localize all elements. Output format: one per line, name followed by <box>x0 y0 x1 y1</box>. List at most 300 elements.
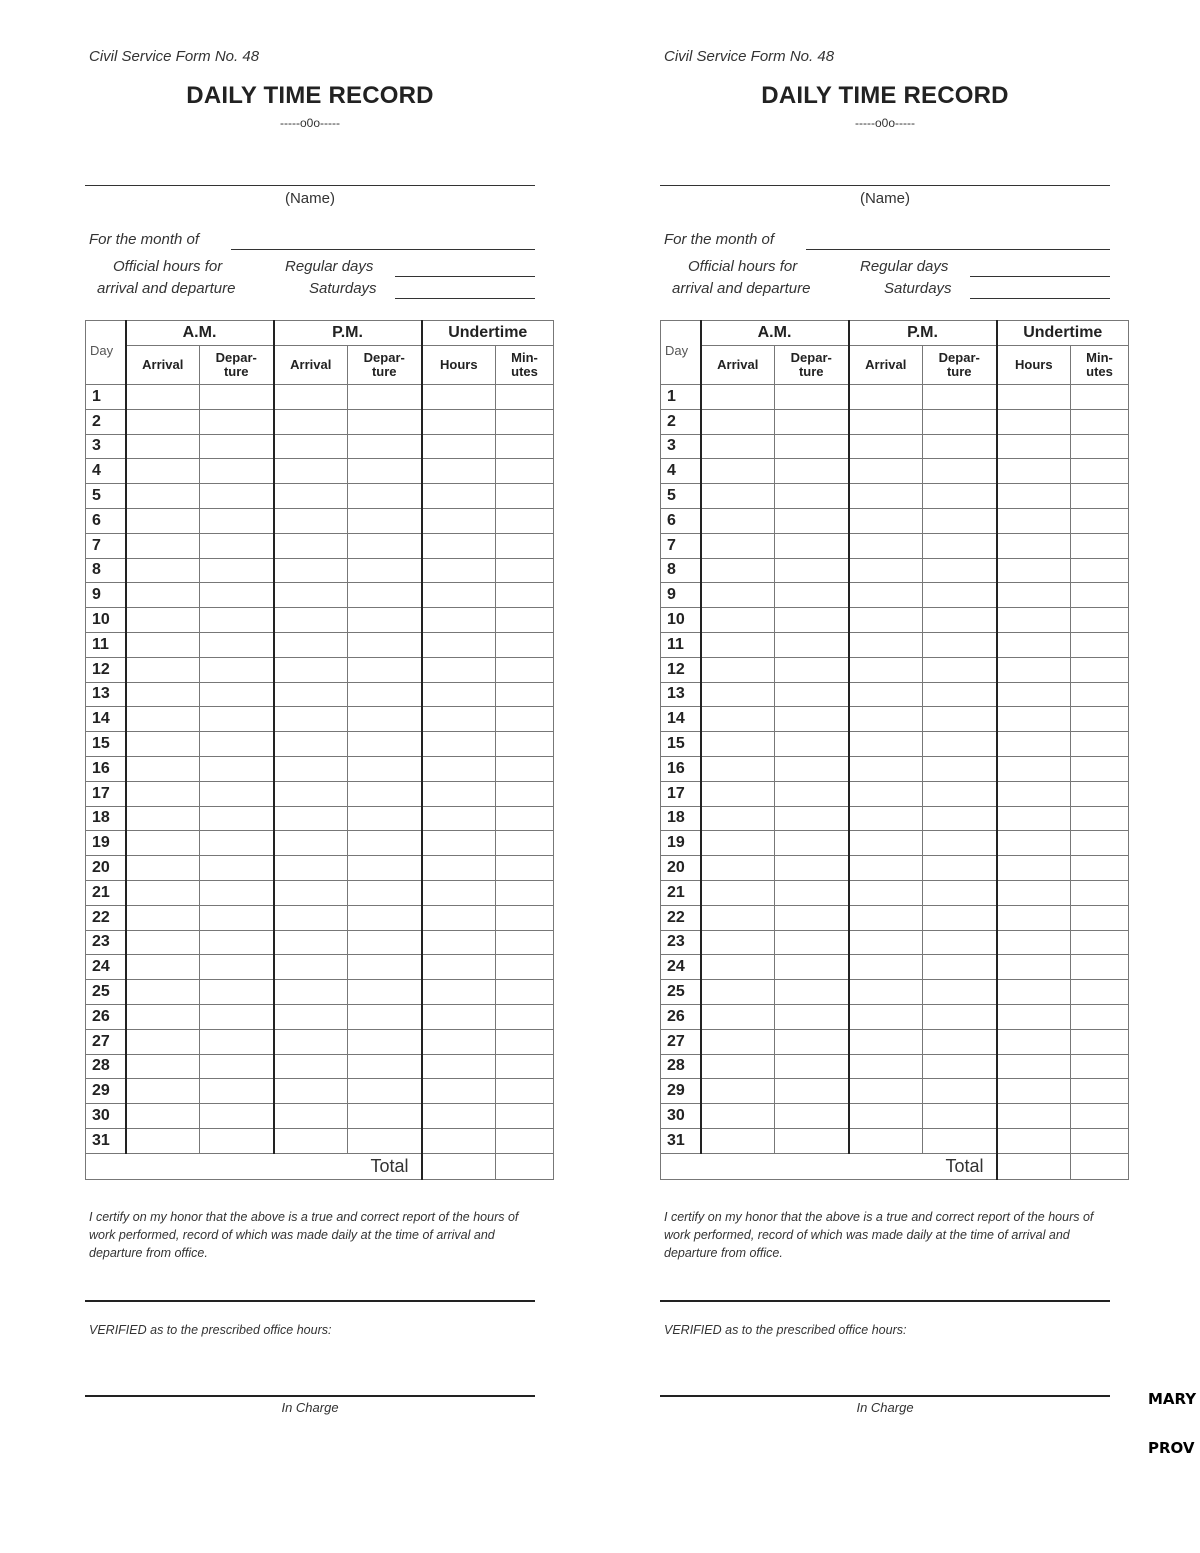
undertime-minutes-cell[interactable] <box>1071 1128 1129 1153</box>
pm-arrival-cell[interactable] <box>849 558 923 583</box>
am-arrival-cell[interactable] <box>701 905 775 930</box>
undertime-minutes-cell[interactable] <box>496 732 554 757</box>
pm-departure-cell[interactable] <box>923 831 997 856</box>
am-arrival-cell[interactable] <box>126 657 200 682</box>
am-arrival-cell[interactable] <box>701 806 775 831</box>
undertime-minutes-cell[interactable] <box>496 533 554 558</box>
pm-departure-cell[interactable] <box>923 385 997 410</box>
am-arrival-cell[interactable] <box>701 831 775 856</box>
undertime-hours-cell[interactable] <box>997 905 1071 930</box>
undertime-hours-cell[interactable] <box>422 632 496 657</box>
undertime-minutes-cell[interactable] <box>1071 533 1129 558</box>
pm-arrival-cell[interactable] <box>274 707 348 732</box>
pm-departure-cell[interactable] <box>923 1029 997 1054</box>
pm-arrival-cell[interactable] <box>849 732 923 757</box>
pm-arrival-cell[interactable] <box>849 508 923 533</box>
pm-arrival-cell[interactable] <box>849 831 923 856</box>
pm-departure-cell[interactable] <box>923 1128 997 1153</box>
pm-departure-cell[interactable] <box>348 707 422 732</box>
am-arrival-cell[interactable] <box>126 707 200 732</box>
undertime-minutes-cell[interactable] <box>496 707 554 732</box>
undertime-minutes-cell[interactable] <box>496 558 554 583</box>
pm-departure-cell[interactable] <box>348 434 422 459</box>
pm-departure-cell[interactable] <box>348 632 422 657</box>
am-arrival-cell[interactable] <box>126 806 200 831</box>
undertime-minutes-cell[interactable] <box>1071 1054 1129 1079</box>
undertime-minutes-cell[interactable] <box>496 434 554 459</box>
undertime-hours-cell[interactable] <box>997 508 1071 533</box>
am-arrival-cell[interactable] <box>701 856 775 881</box>
undertime-minutes-cell[interactable] <box>1071 1104 1129 1129</box>
undertime-hours-cell[interactable] <box>997 1029 1071 1054</box>
am-arrival-cell[interactable] <box>126 756 200 781</box>
am-departure-cell[interactable] <box>200 1104 274 1129</box>
pm-departure-cell[interactable] <box>923 905 997 930</box>
undertime-hours-cell[interactable] <box>997 955 1071 980</box>
am-arrival-cell[interactable] <box>126 434 200 459</box>
am-arrival-cell[interactable] <box>701 781 775 806</box>
undertime-hours-cell[interactable] <box>997 657 1071 682</box>
am-departure-cell[interactable] <box>200 756 274 781</box>
pm-departure-cell[interactable] <box>923 1054 997 1079</box>
undertime-minutes-cell[interactable] <box>496 1054 554 1079</box>
am-arrival-cell[interactable] <box>701 434 775 459</box>
am-arrival-cell[interactable] <box>126 533 200 558</box>
am-arrival-cell[interactable] <box>701 508 775 533</box>
am-departure-cell[interactable] <box>200 732 274 757</box>
undertime-minutes-cell[interactable] <box>496 756 554 781</box>
pm-arrival-cell[interactable] <box>849 707 923 732</box>
pm-departure-cell[interactable] <box>923 781 997 806</box>
am-arrival-cell[interactable] <box>701 732 775 757</box>
undertime-minutes-cell[interactable] <box>496 806 554 831</box>
undertime-hours-cell[interactable] <box>422 385 496 410</box>
am-arrival-cell[interactable] <box>126 583 200 608</box>
pm-arrival-cell[interactable] <box>274 657 348 682</box>
am-arrival-cell[interactable] <box>126 558 200 583</box>
undertime-hours-cell[interactable] <box>997 1079 1071 1104</box>
pm-departure-cell[interactable] <box>348 409 422 434</box>
pm-departure-cell[interactable] <box>923 806 997 831</box>
am-arrival-cell[interactable] <box>126 1079 200 1104</box>
undertime-hours-cell[interactable] <box>422 484 496 509</box>
am-departure-cell[interactable] <box>200 385 274 410</box>
pm-departure-cell[interactable] <box>348 1104 422 1129</box>
am-departure-cell[interactable] <box>200 781 274 806</box>
undertime-minutes-cell[interactable] <box>496 583 554 608</box>
am-departure-cell[interactable] <box>775 1079 849 1104</box>
total-hours-cell[interactable] <box>997 1153 1071 1179</box>
undertime-hours-cell[interactable] <box>422 955 496 980</box>
am-arrival-cell[interactable] <box>126 732 200 757</box>
am-departure-cell[interactable] <box>775 756 849 781</box>
undertime-hours-cell[interactable] <box>997 533 1071 558</box>
am-departure-cell[interactable] <box>775 1128 849 1153</box>
undertime-minutes-cell[interactable] <box>1071 682 1129 707</box>
pm-arrival-cell[interactable] <box>849 484 923 509</box>
undertime-minutes-cell[interactable] <box>1071 558 1129 583</box>
undertime-hours-cell[interactable] <box>422 1029 496 1054</box>
pm-departure-cell[interactable] <box>923 558 997 583</box>
pm-departure-cell[interactable] <box>923 955 997 980</box>
am-arrival-cell[interactable] <box>126 1054 200 1079</box>
undertime-minutes-cell[interactable] <box>496 781 554 806</box>
am-arrival-cell[interactable] <box>126 459 200 484</box>
undertime-hours-cell[interactable] <box>997 632 1071 657</box>
pm-arrival-cell[interactable] <box>849 930 923 955</box>
pm-arrival-cell[interactable] <box>849 955 923 980</box>
undertime-minutes-cell[interactable] <box>496 682 554 707</box>
undertime-minutes-cell[interactable] <box>1071 385 1129 410</box>
undertime-hours-cell[interactable] <box>997 806 1071 831</box>
pm-departure-cell[interactable] <box>348 930 422 955</box>
pm-arrival-cell[interactable] <box>849 1029 923 1054</box>
undertime-minutes-cell[interactable] <box>496 955 554 980</box>
undertime-hours-cell[interactable] <box>997 484 1071 509</box>
pm-arrival-cell[interactable] <box>849 980 923 1005</box>
undertime-hours-cell[interactable] <box>422 756 496 781</box>
undertime-hours-cell[interactable] <box>422 1128 496 1153</box>
undertime-hours-cell[interactable] <box>997 1104 1071 1129</box>
pm-arrival-cell[interactable] <box>849 1004 923 1029</box>
undertime-minutes-cell[interactable] <box>1071 632 1129 657</box>
pm-arrival-cell[interactable] <box>274 682 348 707</box>
pm-arrival-cell[interactable] <box>274 806 348 831</box>
pm-departure-cell[interactable] <box>923 434 997 459</box>
undertime-hours-cell[interactable] <box>997 583 1071 608</box>
pm-departure-cell[interactable] <box>348 682 422 707</box>
undertime-hours-cell[interactable] <box>422 1079 496 1104</box>
am-departure-cell[interactable] <box>775 558 849 583</box>
pm-arrival-cell[interactable] <box>849 409 923 434</box>
pm-arrival-cell[interactable] <box>274 732 348 757</box>
pm-departure-cell[interactable] <box>923 459 997 484</box>
undertime-minutes-cell[interactable] <box>496 831 554 856</box>
pm-arrival-cell[interactable] <box>849 781 923 806</box>
undertime-minutes-cell[interactable] <box>496 880 554 905</box>
undertime-minutes-cell[interactable] <box>496 484 554 509</box>
am-arrival-cell[interactable] <box>701 980 775 1005</box>
pm-departure-cell[interactable] <box>348 756 422 781</box>
undertime-minutes-cell[interactable] <box>1071 756 1129 781</box>
am-arrival-cell[interactable] <box>701 1104 775 1129</box>
am-departure-cell[interactable] <box>775 905 849 930</box>
pm-departure-cell[interactable] <box>348 1054 422 1079</box>
pm-departure-cell[interactable] <box>923 930 997 955</box>
pm-arrival-cell[interactable] <box>849 1054 923 1079</box>
pm-arrival-cell[interactable] <box>274 583 348 608</box>
undertime-hours-cell[interactable] <box>422 707 496 732</box>
undertime-minutes-cell[interactable] <box>1071 930 1129 955</box>
undertime-hours-cell[interactable] <box>422 930 496 955</box>
total-minutes-cell[interactable] <box>1071 1153 1129 1179</box>
am-arrival-cell[interactable] <box>701 409 775 434</box>
am-departure-cell[interactable] <box>775 781 849 806</box>
am-departure-cell[interactable] <box>200 409 274 434</box>
pm-departure-cell[interactable] <box>923 508 997 533</box>
undertime-minutes-cell[interactable] <box>1071 508 1129 533</box>
pm-arrival-cell[interactable] <box>274 905 348 930</box>
undertime-hours-cell[interactable] <box>997 1128 1071 1153</box>
undertime-minutes-cell[interactable] <box>496 930 554 955</box>
undertime-minutes-cell[interactable] <box>496 508 554 533</box>
am-arrival-cell[interactable] <box>701 1054 775 1079</box>
am-departure-cell[interactable] <box>775 831 849 856</box>
am-arrival-cell[interactable] <box>701 533 775 558</box>
pm-departure-cell[interactable] <box>348 657 422 682</box>
pm-departure-cell[interactable] <box>923 1079 997 1104</box>
undertime-minutes-cell[interactable] <box>1071 856 1129 881</box>
am-departure-cell[interactable] <box>775 1004 849 1029</box>
undertime-hours-cell[interactable] <box>997 385 1071 410</box>
undertime-minutes-cell[interactable] <box>496 1079 554 1104</box>
am-arrival-cell[interactable] <box>126 880 200 905</box>
am-arrival-cell[interactable] <box>126 831 200 856</box>
pm-departure-cell[interactable] <box>348 385 422 410</box>
undertime-minutes-cell[interactable] <box>1071 1079 1129 1104</box>
am-departure-cell[interactable] <box>200 856 274 881</box>
pm-departure-cell[interactable] <box>923 1004 997 1029</box>
pm-arrival-cell[interactable] <box>849 856 923 881</box>
pm-departure-cell[interactable] <box>923 608 997 633</box>
undertime-minutes-cell[interactable] <box>496 1104 554 1129</box>
undertime-minutes-cell[interactable] <box>496 856 554 881</box>
am-arrival-cell[interactable] <box>126 930 200 955</box>
am-departure-cell[interactable] <box>775 806 849 831</box>
undertime-minutes-cell[interactable] <box>1071 831 1129 856</box>
pm-departure-cell[interactable] <box>923 657 997 682</box>
pm-arrival-cell[interactable] <box>274 831 348 856</box>
am-arrival-cell[interactable] <box>126 856 200 881</box>
am-departure-cell[interactable] <box>200 806 274 831</box>
am-departure-cell[interactable] <box>200 905 274 930</box>
pm-arrival-cell[interactable] <box>274 608 348 633</box>
undertime-hours-cell[interactable] <box>997 732 1071 757</box>
am-arrival-cell[interactable] <box>701 756 775 781</box>
undertime-hours-cell[interactable] <box>997 831 1071 856</box>
undertime-minutes-cell[interactable] <box>1071 1029 1129 1054</box>
am-arrival-cell[interactable] <box>126 1104 200 1129</box>
pm-departure-cell[interactable] <box>923 1104 997 1129</box>
am-departure-cell[interactable] <box>200 434 274 459</box>
pm-arrival-cell[interactable] <box>274 484 348 509</box>
am-departure-cell[interactable] <box>200 632 274 657</box>
pm-arrival-cell[interactable] <box>849 385 923 410</box>
am-departure-cell[interactable] <box>775 856 849 881</box>
am-arrival-cell[interactable] <box>126 1004 200 1029</box>
pm-departure-cell[interactable] <box>348 880 422 905</box>
undertime-hours-cell[interactable] <box>997 880 1071 905</box>
am-arrival-cell[interactable] <box>701 707 775 732</box>
pm-departure-cell[interactable] <box>348 1128 422 1153</box>
undertime-hours-cell[interactable] <box>422 459 496 484</box>
pm-arrival-cell[interactable] <box>274 508 348 533</box>
undertime-hours-cell[interactable] <box>422 409 496 434</box>
undertime-minutes-cell[interactable] <box>1071 459 1129 484</box>
pm-departure-cell[interactable] <box>923 632 997 657</box>
am-departure-cell[interactable] <box>775 409 849 434</box>
pm-departure-cell[interactable] <box>923 409 997 434</box>
undertime-hours-cell[interactable] <box>422 980 496 1005</box>
pm-arrival-cell[interactable] <box>849 880 923 905</box>
am-arrival-cell[interactable] <box>126 1029 200 1054</box>
am-arrival-cell[interactable] <box>701 459 775 484</box>
pm-departure-cell[interactable] <box>923 583 997 608</box>
undertime-hours-cell[interactable] <box>997 856 1071 881</box>
am-departure-cell[interactable] <box>775 632 849 657</box>
pm-departure-cell[interactable] <box>348 905 422 930</box>
am-departure-cell[interactable] <box>775 533 849 558</box>
undertime-hours-cell[interactable] <box>997 558 1071 583</box>
pm-departure-cell[interactable] <box>348 980 422 1005</box>
undertime-minutes-cell[interactable] <box>1071 608 1129 633</box>
am-arrival-cell[interactable] <box>701 1029 775 1054</box>
am-arrival-cell[interactable] <box>126 608 200 633</box>
pm-arrival-cell[interactable] <box>849 583 923 608</box>
pm-departure-cell[interactable] <box>923 856 997 881</box>
undertime-minutes-cell[interactable] <box>496 1128 554 1153</box>
pm-arrival-cell[interactable] <box>274 434 348 459</box>
undertime-minutes-cell[interactable] <box>496 1004 554 1029</box>
pm-arrival-cell[interactable] <box>274 1104 348 1129</box>
am-departure-cell[interactable] <box>200 583 274 608</box>
pm-arrival-cell[interactable] <box>274 980 348 1005</box>
undertime-hours-cell[interactable] <box>997 434 1071 459</box>
pm-departure-cell[interactable] <box>348 583 422 608</box>
am-arrival-cell[interactable] <box>701 632 775 657</box>
undertime-minutes-cell[interactable] <box>1071 1004 1129 1029</box>
undertime-minutes-cell[interactable] <box>496 632 554 657</box>
am-departure-cell[interactable] <box>200 608 274 633</box>
am-departure-cell[interactable] <box>775 682 849 707</box>
undertime-hours-cell[interactable] <box>997 682 1071 707</box>
pm-departure-cell[interactable] <box>348 955 422 980</box>
undertime-minutes-cell[interactable] <box>1071 707 1129 732</box>
pm-departure-cell[interactable] <box>348 1004 422 1029</box>
pm-departure-cell[interactable] <box>348 1079 422 1104</box>
undertime-minutes-cell[interactable] <box>1071 880 1129 905</box>
undertime-hours-cell[interactable] <box>997 707 1071 732</box>
am-arrival-cell[interactable] <box>126 508 200 533</box>
undertime-hours-cell[interactable] <box>422 880 496 905</box>
pm-departure-cell[interactable] <box>348 1029 422 1054</box>
pm-arrival-cell[interactable] <box>849 1079 923 1104</box>
pm-arrival-cell[interactable] <box>274 1054 348 1079</box>
am-departure-cell[interactable] <box>200 980 274 1005</box>
am-departure-cell[interactable] <box>775 980 849 1005</box>
am-arrival-cell[interactable] <box>701 1128 775 1153</box>
am-departure-cell[interactable] <box>775 608 849 633</box>
pm-departure-cell[interactable] <box>348 558 422 583</box>
undertime-hours-cell[interactable] <box>422 533 496 558</box>
pm-departure-cell[interactable] <box>923 980 997 1005</box>
am-departure-cell[interactable] <box>200 682 274 707</box>
pm-departure-cell[interactable] <box>923 880 997 905</box>
pm-arrival-cell[interactable] <box>274 756 348 781</box>
am-departure-cell[interactable] <box>775 1029 849 1054</box>
pm-arrival-cell[interactable] <box>274 409 348 434</box>
am-arrival-cell[interactable] <box>126 781 200 806</box>
am-departure-cell[interactable] <box>775 385 849 410</box>
undertime-hours-cell[interactable] <box>422 856 496 881</box>
am-departure-cell[interactable] <box>775 459 849 484</box>
pm-arrival-cell[interactable] <box>274 558 348 583</box>
pm-departure-cell[interactable] <box>348 831 422 856</box>
am-arrival-cell[interactable] <box>701 1079 775 1104</box>
pm-departure-cell[interactable] <box>348 781 422 806</box>
am-departure-cell[interactable] <box>775 508 849 533</box>
am-departure-cell[interactable] <box>200 657 274 682</box>
undertime-hours-cell[interactable] <box>422 583 496 608</box>
pm-arrival-cell[interactable] <box>274 781 348 806</box>
undertime-hours-cell[interactable] <box>422 831 496 856</box>
pm-departure-cell[interactable] <box>348 806 422 831</box>
pm-arrival-cell[interactable] <box>849 806 923 831</box>
pm-departure-cell[interactable] <box>348 608 422 633</box>
pm-arrival-cell[interactable] <box>849 1128 923 1153</box>
pm-arrival-cell[interactable] <box>274 1128 348 1153</box>
am-departure-cell[interactable] <box>775 434 849 459</box>
am-arrival-cell[interactable] <box>701 558 775 583</box>
pm-departure-cell[interactable] <box>923 533 997 558</box>
undertime-minutes-cell[interactable] <box>1071 806 1129 831</box>
undertime-minutes-cell[interactable] <box>1071 732 1129 757</box>
am-departure-cell[interactable] <box>200 508 274 533</box>
pm-arrival-cell[interactable] <box>849 682 923 707</box>
pm-departure-cell[interactable] <box>923 732 997 757</box>
undertime-minutes-cell[interactable] <box>496 1029 554 1054</box>
am-arrival-cell[interactable] <box>126 1128 200 1153</box>
total-minutes-cell[interactable] <box>496 1153 554 1179</box>
am-departure-cell[interactable] <box>775 1104 849 1129</box>
am-arrival-cell[interactable] <box>701 657 775 682</box>
undertime-hours-cell[interactable] <box>422 905 496 930</box>
am-arrival-cell[interactable] <box>701 583 775 608</box>
pm-departure-cell[interactable] <box>348 459 422 484</box>
pm-arrival-cell[interactable] <box>274 1079 348 1104</box>
am-departure-cell[interactable] <box>200 955 274 980</box>
pm-arrival-cell[interactable] <box>274 930 348 955</box>
am-departure-cell[interactable] <box>775 930 849 955</box>
pm-arrival-cell[interactable] <box>274 385 348 410</box>
pm-arrival-cell[interactable] <box>274 955 348 980</box>
am-departure-cell[interactable] <box>200 484 274 509</box>
am-arrival-cell[interactable] <box>126 980 200 1005</box>
pm-arrival-cell[interactable] <box>849 756 923 781</box>
undertime-minutes-cell[interactable] <box>1071 657 1129 682</box>
am-departure-cell[interactable] <box>775 707 849 732</box>
am-arrival-cell[interactable] <box>701 608 775 633</box>
am-departure-cell[interactable] <box>200 1128 274 1153</box>
undertime-hours-cell[interactable] <box>422 682 496 707</box>
pm-arrival-cell[interactable] <box>849 434 923 459</box>
undertime-hours-cell[interactable] <box>422 1054 496 1079</box>
pm-departure-cell[interactable] <box>348 856 422 881</box>
am-arrival-cell[interactable] <box>126 632 200 657</box>
am-departure-cell[interactable] <box>200 533 274 558</box>
pm-arrival-cell[interactable] <box>849 905 923 930</box>
am-departure-cell[interactable] <box>775 880 849 905</box>
am-departure-cell[interactable] <box>200 831 274 856</box>
am-arrival-cell[interactable] <box>126 682 200 707</box>
undertime-minutes-cell[interactable] <box>1071 409 1129 434</box>
am-arrival-cell[interactable] <box>701 484 775 509</box>
undertime-minutes-cell[interactable] <box>1071 484 1129 509</box>
undertime-hours-cell[interactable] <box>422 781 496 806</box>
am-departure-cell[interactable] <box>200 880 274 905</box>
pm-arrival-cell[interactable] <box>849 657 923 682</box>
am-arrival-cell[interactable] <box>701 880 775 905</box>
